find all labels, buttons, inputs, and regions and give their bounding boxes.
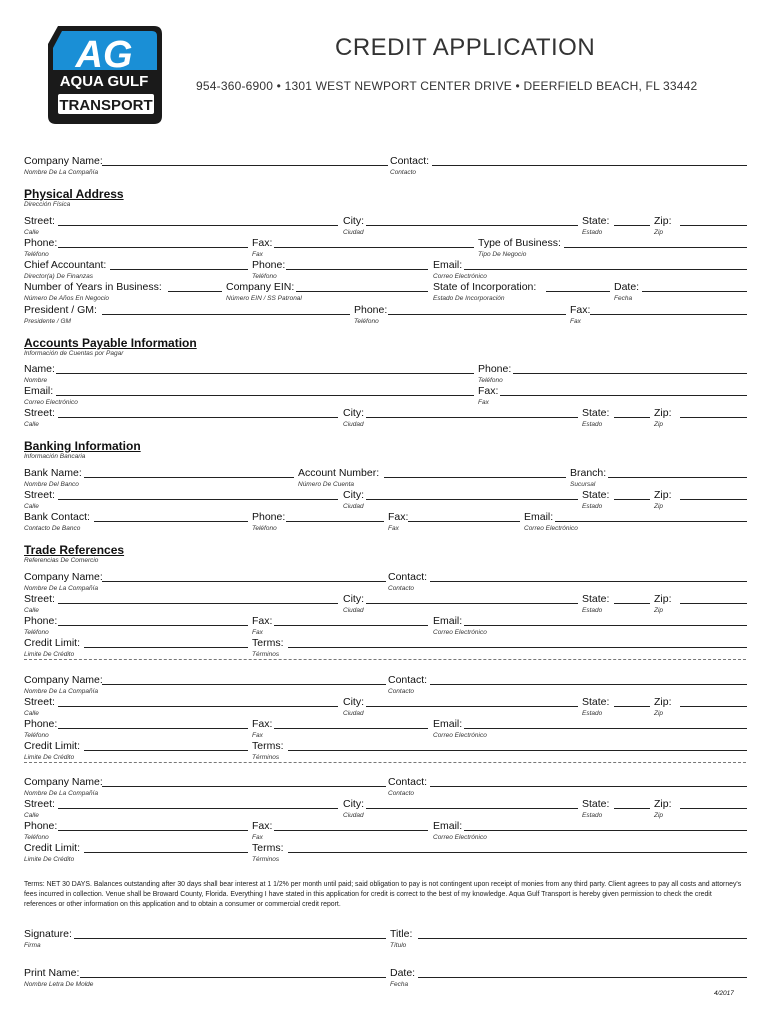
ap-street-sub: Calle — [24, 421, 39, 428]
trade-1-terms-label: Terms: — [252, 637, 284, 649]
trade-1-contact-sub: Contacto — [388, 585, 415, 592]
email-label: Email: — [433, 259, 463, 271]
street-field[interactable] — [58, 225, 338, 226]
president-fax-sub: Fax — [570, 318, 581, 325]
trade-1-credit-sub: Limite De Crédito — [24, 651, 75, 658]
trade-sub: Referencias De Comercio — [24, 557, 99, 564]
city-field[interactable] — [366, 225, 578, 226]
trade-2-contact-label: Contact: — [388, 674, 428, 686]
branch-label: Branch: — [570, 467, 607, 479]
fax-sub: Fax — [252, 251, 263, 258]
physical-address-sub: Dirección Física — [24, 201, 71, 208]
bank-street-label: Street: — [24, 489, 55, 501]
trade-3-credit-label: Credit Limit: — [24, 842, 81, 854]
years-in-business-label: Number of Years in Business: — [24, 281, 162, 293]
accountant-phone-sub: Teléfono — [252, 273, 277, 280]
trade-3-company-label: Company Name: — [24, 776, 103, 788]
trade-3-terms-field[interactable] — [288, 852, 747, 853]
president-phone-label: Phone: — [354, 304, 388, 316]
company-name-field[interactable] — [102, 165, 388, 166]
trade-2-credit-sub: Limite De Crédito — [24, 754, 75, 761]
bank-city-field[interactable] — [366, 499, 578, 500]
incorporation-field[interactable] — [546, 291, 610, 292]
trade-2-phone-label: Phone: — [24, 718, 58, 730]
branch-sub: Sucursal — [570, 481, 596, 488]
trade-2-credit-field[interactable] — [84, 750, 248, 751]
bank-fax-field[interactable] — [408, 521, 520, 522]
trade-3-company-sub: Nombre De La Compañía — [24, 790, 99, 797]
company-ein-field[interactable] — [296, 291, 428, 292]
ap-name-label: Name: — [24, 363, 55, 375]
trade-1-terms-sub: Términos — [252, 651, 280, 658]
account-number-field[interactable] — [384, 477, 566, 478]
trade-1-email-field[interactable] — [464, 625, 747, 626]
title-sub: Título — [390, 942, 407, 949]
president-field[interactable] — [102, 314, 350, 315]
accountant-phone-field[interactable] — [286, 269, 428, 270]
trade-1-city-label: City: — [343, 593, 364, 605]
trade-2-state-field[interactable] — [614, 706, 650, 707]
trade-2-street-sub: Calle — [24, 710, 39, 717]
trade-2-fax-field[interactable] — [274, 728, 428, 729]
trade-2-company-label: Company Name: — [24, 674, 103, 686]
logo-name: AQUA GULF — [59, 73, 149, 90]
ap-state-label: State: — [582, 407, 610, 419]
contact-label: Contact: — [390, 155, 430, 167]
trade-1-company-sub: Nombre De La Compañía — [24, 585, 99, 592]
trade-1-state-label: State: — [582, 593, 610, 605]
account-number-sub: Número De Cuenta — [298, 481, 354, 488]
trade-1-fax-label: Fax: — [252, 615, 273, 627]
type-of-business-sub: Tipo De Negocio — [478, 251, 527, 258]
ap-state-sub: Estado — [582, 421, 603, 428]
incorporation-sub: Estado De Incorporación — [433, 295, 505, 302]
company-name-sub: Nombre De La Compañía — [24, 169, 99, 176]
phone-label: Phone: — [24, 237, 58, 249]
bank-contact-label: Bank Contact: — [24, 511, 90, 523]
trade-3-zip-field[interactable] — [680, 808, 747, 809]
trade-3-email-sub: Correo Electrónico — [433, 834, 487, 841]
trade-1-terms-field[interactable] — [288, 647, 747, 648]
trade-2-street-field[interactable] — [58, 706, 338, 707]
trade-2-zip-sub: Zip — [654, 710, 664, 717]
trade-2-phone-sub: Teléfono — [24, 732, 49, 739]
trade-2-terms-label: Terms: — [252, 740, 284, 752]
bank-fax-label: Fax: — [388, 511, 409, 523]
president-sub: Presidente / GM — [24, 318, 71, 325]
trade-1-zip-sub: Zip — [654, 607, 664, 614]
zip-sub: Zip — [654, 229, 664, 236]
trade-1-fax-sub: Fax — [252, 629, 263, 636]
trade-3-street-field[interactable] — [58, 808, 338, 809]
ap-email-label: Email: — [24, 385, 54, 397]
company-ein-sub: Número EIN / SS Patronal — [226, 295, 302, 302]
trade-3-fax-sub: Fax — [252, 834, 263, 841]
trade-heading: Trade References — [24, 543, 125, 557]
ap-zip-label: Zip: — [654, 407, 672, 419]
trade-3-terms-sub: Términos — [252, 856, 280, 863]
trade-2-city-field[interactable] — [366, 706, 578, 707]
trade-2-phone-field[interactable] — [58, 728, 248, 729]
type-of-business-label: Type of Business: — [478, 237, 561, 249]
trade-1-city-field[interactable] — [366, 603, 578, 604]
president-fax-label: Fax: — [570, 304, 591, 316]
president-phone-field[interactable] — [388, 314, 566, 315]
street-sub: Calle — [24, 229, 39, 236]
bank-fax-sub: Fax — [388, 525, 399, 532]
bank-email-label: Email: — [524, 511, 554, 523]
trade-1-company-label: Company Name: — [24, 571, 103, 583]
ap-city-field[interactable] — [366, 417, 578, 418]
bank-name-label: Bank Name: — [24, 467, 82, 479]
bank-phone-field[interactable] — [286, 521, 384, 522]
trade-3-street-label: Street: — [24, 798, 55, 810]
trade-2-fax-label: Fax: — [252, 718, 273, 730]
years-in-business-sub: Número De Años En Negocio — [24, 295, 110, 302]
bank-contact-field[interactable] — [94, 521, 248, 522]
trade-1-street-field[interactable] — [58, 603, 338, 604]
trade-3-credit-sub: Limite De Crédito — [24, 856, 75, 863]
trade-2-city-label: City: — [343, 696, 364, 708]
trade-1-phone-sub: Teléfono — [24, 629, 49, 636]
chief-accountant-field[interactable] — [110, 269, 248, 270]
trade-2-terms-sub: Términos — [252, 754, 280, 761]
bank-phone-label: Phone: — [252, 511, 286, 523]
company-name-label: Company Name: — [24, 155, 103, 167]
email-sub: Correo Electrónico — [433, 273, 487, 280]
city-label: City: — [343, 215, 364, 227]
trade-1-phone-field[interactable] — [58, 625, 248, 626]
trade-3-terms-label: Terms: — [252, 842, 284, 854]
trade-1-street-sub: Calle — [24, 607, 39, 614]
trade-3-contact-label: Contact: — [388, 776, 428, 788]
president-label: President / GM: — [24, 304, 97, 316]
company-address: 954-360-6900 • 1301 WEST NEWPORT CENTER DRIVE • DEERFIELD BEACH, FL 33442 — [196, 79, 698, 93]
trade-3-state-sub: Estado — [582, 812, 603, 819]
president-phone-sub: Teléfono — [354, 318, 379, 325]
trade-3-street-sub: Calle — [24, 812, 39, 819]
trade-2-contact-field[interactable] — [430, 684, 747, 685]
payable-heading: Accounts Payable Information — [24, 336, 197, 350]
bank-street-field[interactable] — [58, 499, 338, 500]
trade-3-phone-sub: Teléfono — [24, 834, 49, 841]
ap-phone-sub: Teléfono — [478, 377, 503, 384]
chief-accountant-label: Chief Accountant: — [24, 259, 107, 271]
bank-state-sub: Estado — [582, 503, 603, 510]
zip-field[interactable] — [680, 225, 747, 226]
ap-fax-field[interactable] — [500, 395, 747, 396]
trade-2-email-sub: Correo Electrónico — [433, 732, 487, 739]
ap-phone-label: Phone: — [478, 363, 512, 375]
trade-2-contact-sub: Contacto — [388, 688, 415, 695]
ap-fax-sub: Fax — [478, 399, 489, 406]
trade-1-email-label: Email: — [433, 615, 463, 627]
trade-2-state-sub: Estado — [582, 710, 603, 717]
trade-3-contact-sub: Contacto — [388, 790, 415, 797]
ap-city-label: City: — [343, 407, 364, 419]
chief-accountant-sub: Director(a) De Finanzas — [24, 273, 93, 280]
years-in-business-field[interactable] — [168, 291, 222, 292]
bank-street-sub: Calle — [24, 503, 39, 510]
print-name-field[interactable] — [80, 977, 386, 978]
physical-address-heading: Physical Address — [24, 187, 124, 201]
ap-zip-sub: Zip — [654, 421, 664, 428]
logo-mark: AG — [75, 34, 133, 76]
print-name-label: Print Name: — [24, 967, 80, 979]
city-sub: Ciudad — [343, 229, 364, 236]
ap-street-field[interactable] — [58, 417, 338, 418]
bank-email-field[interactable] — [555, 521, 747, 522]
bank-zip-label: Zip: — [654, 489, 672, 501]
bank-name-sub: Nombre Del Banco — [24, 481, 79, 488]
ap-email-field[interactable] — [56, 395, 474, 396]
bank-zip-sub: Zip — [654, 503, 664, 510]
bank-state-field[interactable] — [614, 499, 650, 500]
trade-2-credit-label: Credit Limit: — [24, 740, 81, 752]
banking-heading: Banking Information — [24, 439, 141, 453]
company-ein-label: Company EIN: — [226, 281, 295, 293]
trade-1-company-field[interactable] — [102, 581, 386, 582]
ap-phone-field[interactable] — [513, 373, 747, 374]
trade-2-email-label: Email: — [433, 718, 463, 730]
trade-2-zip-field[interactable] — [680, 706, 747, 707]
trade-3-email-label: Email: — [433, 820, 463, 832]
trade-3-state-label: State: — [582, 798, 610, 810]
trade-2-fax-sub: Fax — [252, 732, 263, 739]
ap-city-sub: Ciudad — [343, 421, 364, 428]
state-label: State: — [582, 215, 610, 227]
trade-1-credit-label: Credit Limit: — [24, 637, 81, 649]
trade-1-contact-label: Contact: — [388, 571, 428, 583]
trade-3-zip-label: Zip: — [654, 798, 672, 810]
ap-zip-field[interactable] — [680, 417, 747, 418]
bank-state-label: State: — [582, 489, 610, 501]
signature-field[interactable] — [74, 938, 386, 939]
page-title: CREDIT APPLICATION — [335, 34, 596, 61]
trade-2-company-field[interactable] — [102, 684, 386, 685]
trade-3-credit-field[interactable] — [84, 852, 248, 853]
ap-name-field[interactable] — [56, 373, 474, 374]
trade-separator — [24, 659, 746, 660]
state-sub: Estado — [582, 229, 603, 236]
trade-separator — [24, 762, 746, 763]
trade-1-city-sub: Ciudad — [343, 607, 364, 614]
trade-2-zip-label: Zip: — [654, 696, 672, 708]
bank-email-sub: Correo Electrónico — [524, 525, 578, 532]
trade-3-phone-label: Phone: — [24, 820, 58, 832]
contact-field[interactable] — [432, 165, 747, 166]
trade-1-phone-label: Phone: — [24, 615, 58, 627]
trade-3-contact-field[interactable] — [430, 786, 747, 787]
terms-text: Terms: NET 30 DAYS. Balances outstanding after 30 days shall bear interest at 1 1/2% per month until paid; said obligation to pay is not contingent upon receipt of monies from any third party. Client agrees to pay all costs and attorney's fees incurred in collection. Venue shall be Broward County, Florida. Everything I have stated in this application for credit is correct to the best of my knowledge. Aqua Gulf Transport is hereby given permission to check the credit references or other information on this application and to obtain a consumer or commercial credit report. — [24, 881, 742, 908]
trade-3-city-label: City: — [343, 798, 364, 810]
zip-label: Zip: — [654, 215, 672, 227]
trade-3-city-sub: Ciudad — [343, 812, 364, 819]
trade-3-fax-label: Fax: — [252, 820, 273, 832]
contact-sub: Contacto — [390, 169, 417, 176]
state-field[interactable] — [614, 225, 650, 226]
trade-3-phone-field[interactable] — [58, 830, 248, 831]
incorporation-label: State of Incorporation: — [433, 281, 537, 293]
trade-1-street-label: Street: — [24, 593, 55, 605]
account-number-label: Account Number: — [298, 467, 380, 479]
ap-name-sub: Nombre — [24, 377, 48, 384]
bank-city-label: City: — [343, 489, 364, 501]
type-of-business-field[interactable] — [564, 247, 747, 248]
version-date: 4/2017 — [714, 990, 734, 997]
trade-2-street-label: Street: — [24, 696, 55, 708]
bank-contact-sub: Contacto De Banco — [24, 525, 81, 532]
trade-1-email-sub: Correo Electrónico — [433, 629, 487, 636]
signature-label: Signature: — [24, 928, 72, 940]
phone-sub: Teléfono — [24, 251, 49, 258]
title-field[interactable] — [418, 938, 747, 939]
trade-1-credit-field[interactable] — [84, 647, 248, 648]
signature-sub: Firma — [24, 942, 41, 949]
trade-1-state-field[interactable] — [614, 603, 650, 604]
trade-2-state-label: State: — [582, 696, 610, 708]
trade-2-company-sub: Nombre De La Compañía — [24, 688, 99, 695]
print-name-sub: Nombre Letra De Molde — [24, 981, 94, 988]
trade-2-terms-field[interactable] — [288, 750, 747, 751]
trade-1-zip-label: Zip: — [654, 593, 672, 605]
president-fax-field[interactable] — [590, 314, 747, 315]
accountant-phone-label: Phone: — [252, 259, 286, 271]
ap-email-sub: Correo Electrónico — [24, 399, 78, 406]
street-label: Street: — [24, 215, 55, 227]
ap-street-label: Street: — [24, 407, 55, 419]
trade-3-email-field[interactable] — [464, 830, 747, 831]
bank-phone-sub: Teléfono — [252, 525, 277, 532]
ap-fax-label: Fax: — [478, 385, 499, 397]
bank-zip-field[interactable] — [680, 499, 747, 500]
trade-3-zip-sub: Zip — [654, 812, 664, 819]
trade-3-city-field[interactable] — [366, 808, 578, 809]
trade-3-state-field[interactable] — [614, 808, 650, 809]
aqua-gulf-logo — [44, 22, 166, 128]
date-field[interactable] — [642, 291, 747, 292]
date-label: Date: — [614, 281, 640, 293]
fax-field[interactable] — [274, 247, 474, 248]
bank-name-field[interactable] — [84, 477, 294, 478]
email-field[interactable] — [464, 269, 747, 270]
phone-field[interactable] — [58, 247, 248, 248]
ap-state-field[interactable] — [614, 417, 650, 418]
trade-2-city-sub: Ciudad — [343, 710, 364, 717]
trade-3-company-field[interactable] — [102, 786, 386, 787]
title-label: Title: — [390, 928, 413, 940]
payable-sub: Información de Cuentas por Pagar — [24, 350, 124, 357]
branch-field[interactable] — [608, 477, 747, 478]
banking-sub: Información Bancaria — [24, 453, 86, 460]
sign-date-label: Date: — [390, 967, 416, 979]
bank-city-sub: Ciudad — [343, 503, 364, 510]
logo-transport: TRANSPORT — [59, 97, 153, 114]
date-sub: Fecha — [614, 295, 633, 302]
trade-1-state-sub: Estado — [582, 607, 603, 614]
trade-1-zip-field[interactable] — [680, 603, 747, 604]
trade-1-contact-field[interactable] — [430, 581, 747, 582]
trade-2-email-field[interactable] — [464, 728, 747, 729]
sign-date-sub: Fecha — [390, 981, 409, 988]
sign-date-field[interactable] — [418, 977, 747, 978]
trade-3-fax-field[interactable] — [274, 830, 428, 831]
trade-1-fax-field[interactable] — [274, 625, 428, 626]
fax-label: Fax: — [252, 237, 273, 249]
